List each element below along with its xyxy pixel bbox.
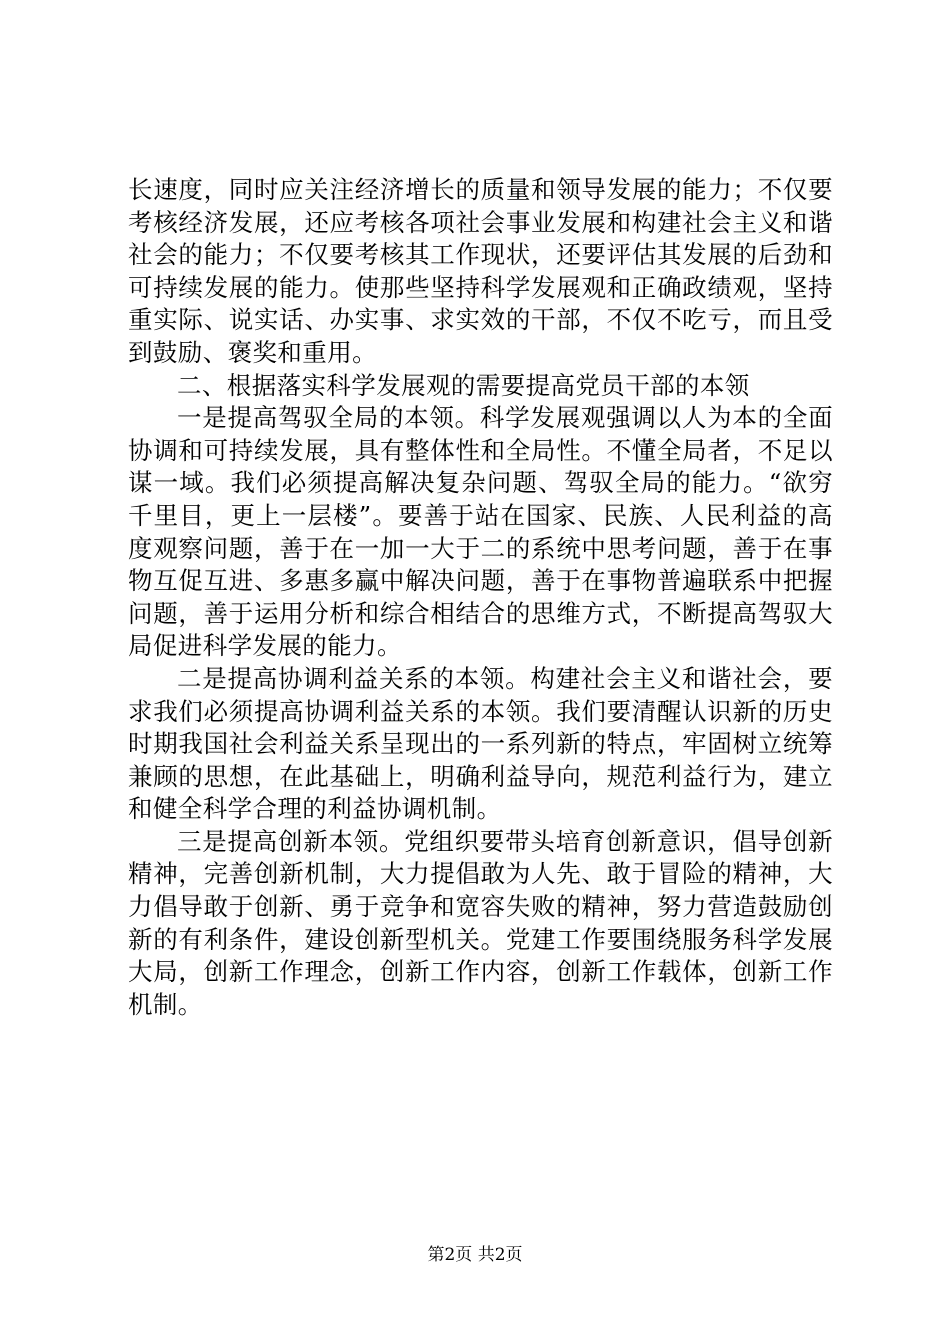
paragraph-3: 一是提高驾驭全局的本领。科学发展观强调以人为本的全面协调和可持续发展，具有整体性和全局性。不懂全局者，不足以谋一域。我们必须提高解决复杂问题、驾驭全局的能力。“欲穷千里目，更上一层楼”。要善于站在国家、民族、人民利益的高度观察问题，善于在一加一大于二的系统中思考问题，善于在事物互促互进、多惠多赢中解决问题，善于在事物普遍联系中把握问题，善于运用分析和综合相结合的思维方式，不断提高驾驭大局促进科学发展的能力。	[128, 403, 833, 661]
paragraph-5: 三是提高创新本领。党组织要带头培育创新意识，倡导创新精神，完善创新机制，大力提倡敢为人先、敢于冒险的精神，大力倡导敢于创新、勇于竞争和宽容失败的精神，努力营造鼓励创新的有利条件，建设创新型机关。党建工作要围绕服务科学发展大局，创新工作理念，创新工作内容，创新工作载体，创新工作机制。	[128, 826, 833, 1019]
document-body	[128, 174, 833, 1021]
paragraph-1: 长速度，同时应关注经济增长的质量和领导发展的能力；不仅要考核经济发展，还应考核各项社会事业发展和构建社会主义和谐社会的能力；不仅要考核其工作现状，还要评估其发展的后劲和可持续发展的能力。使那些坚持科学发展观和正确政绩观，坚持重实际、说实话、办实事、求实效的干部，不仅不吃亏，而且受到鼓励、褒奖和重用。	[128, 175, 833, 367]
page-footer: 第2页 共2页	[427, 1245, 523, 1265]
paragraph-4: 二是提高协调利益关系的本领。构建社会主义和谐社会，要求我们必须提高协调利益关系的本领。我们要清醒认识新的历史时期我国社会利益关系呈现出的一系列新的特点，牢固树立统筹兼顾的思想，在此基础上，明确利益导向，规范利益行为，建立和健全科学合理的利益协调机制。	[128, 663, 833, 824]
section-heading: 二、根据落实科学发展观的需要提高党员干部的本领	[177, 370, 750, 400]
